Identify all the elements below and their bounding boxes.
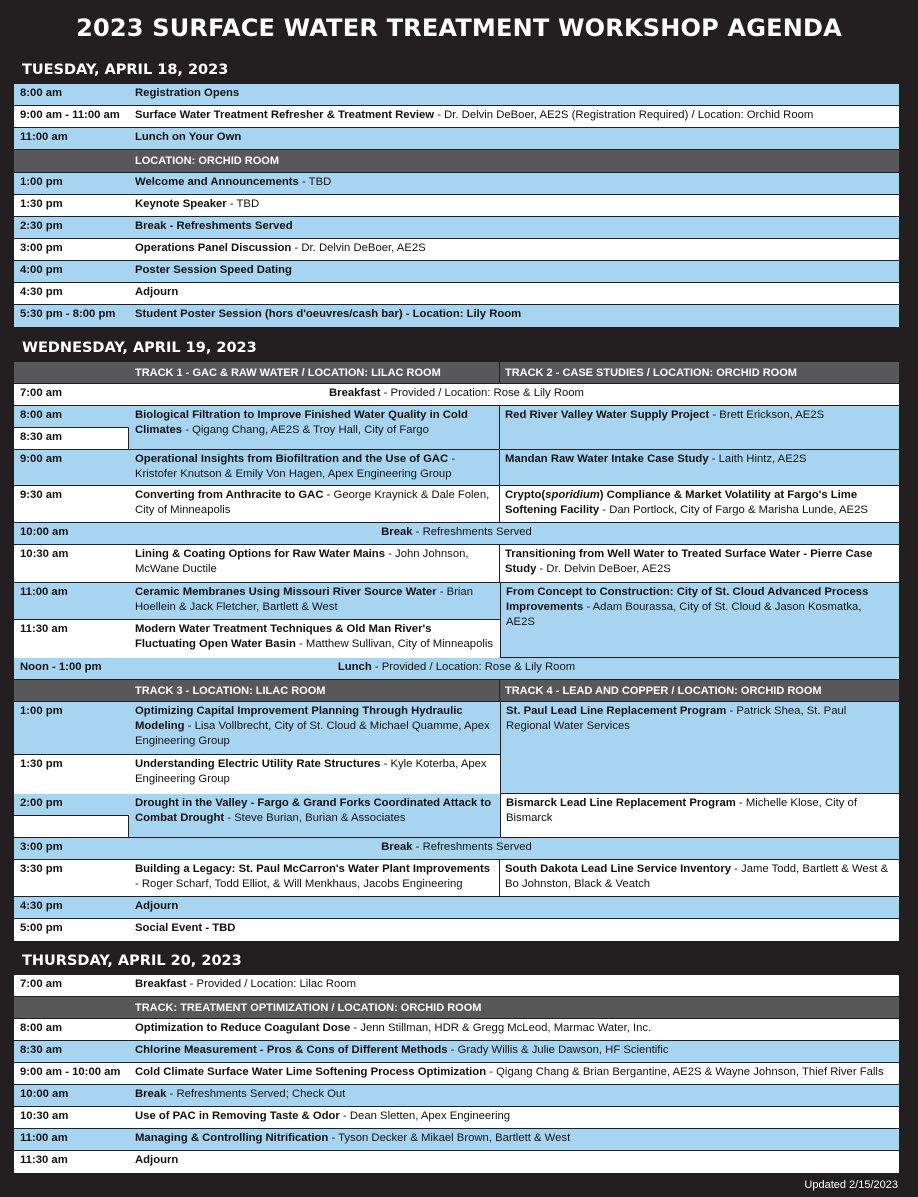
table-row: 10:30 am Lining & Coating Options for Raw Water Mains - John Johnson, McWane Ductile Transitioning from Well Water to Treated Surface Water - Pierre Case Study - Dr. Delvin DeBoer, AE2S (14, 545, 899, 583)
table-row: 10:00 am Break - Refreshments Served (14, 523, 899, 545)
table-row: 2:00 pm Drought in the Valley - Fargo & Grand Forks Coordinated Attack to Combat Drought - Steve Burian, Burian & Associates Bismarck Lead Line Replacement Program - Michelle Klose, City of Bismarck (14, 794, 899, 838)
thursday-table (14, 975, 899, 1173)
table-row: 5:30 pm - 8:00 pm Student Poster Session (hors d'oeuvres/cash bar) - Location: Lily Room (14, 305, 899, 327)
table-row: 1:00 pm Welcome and Announcements - TBD (14, 173, 899, 195)
table-row: 9:30 am Converting from Anthracite to GAC - George Kraynick & Dale Folen, City of Minneapolis Crypto(sporidium) Compliance & Market Volatility at Fargo's Lime Softening Facility - Dan Portlock, City of Fargo & Marisha Lunde, AE2S (14, 486, 899, 523)
table-row: 8:00 am 8:30 am Biological Filtration to Improve Finished Water Quality in Cold Climates - Qigang Chang, AE2S & Troy Hall, City of Fargo Red River Valley Water Supply Project - Brett Erickson, AE2S (14, 406, 899, 450)
table-row: 3:00 pm Break - Refreshments Served (14, 838, 899, 860)
table-row: 10:30 am Use of PAC in Removing Taste & Odor - Dean Sletten, Apex Engineering (14, 1107, 899, 1129)
table-row: 11:30 am Modern Water Treatment Techniques & Old Man River's Fluctuating Open Water Basin - Matthew Sullivan, City of Minneapolis (14, 620, 500, 658)
day-heading-wednesday: WEDNESDAY, APRIL 19, 2023 (22, 340, 257, 356)
track-header: TRACK: TREATMENT OPTIMIZATION / LOCATION: ORCHID ROOM (14, 997, 899, 1019)
table-row: 11:00 am Ceramic Membranes Using Missouri River Source Water - Brian Hoellein & Jack Fletcher, Bartlett & West (14, 583, 899, 620)
table-row: 2:30 pm Break - Refreshments Served (14, 217, 899, 239)
wednesday-table: TRACK 1 - GAC & RAW WATER / LOCATION: LILAC ROOM TRACK 2 - CASE STUDIES / LOCATION: ORCHID ROOM 7:00 am Breakfast - Provided / Location: Rose & Lily Room 8:00 am 8:30 am Biological Filtration to Improve Finished Water Quality in Cold Climates - Qigang Chang, AE2S & Troy Hall, City of Fargo Red River Valley Water Supply Project - Brett Erickson, AE2S 9:00 am Operational Insights from Biofiltration and the Use of GAC - Kristofer Knutson & Emily Von Hagen, Apex Engineering Group Mandan Raw Water Intake Case Study - Laith Hintz, AE2S 9:30 am Converting from Anthracite to GAC - George Kraynick & Dale Folen, City of Minneapolis Crypto(sporidium) Compliance & Market Volatility at Fargo's Lime Softening Facility - Dan Portlock, City of Fargo & Marisha Lunde, AE2S 10:00 am Break - Refreshments Served 10:30 am Lining & Coating Options for Raw Water Mains - John Johnson, McWane Ductile Transitioning from Well Water to Treated Surface Water - Pierre Case Study - Dr. Delvin DeBoer, AE2S 11:00 am Ceramic Membranes Using Missouri River Source Water - Brian Hoellein & Jack Fletcher, Bartlett & West 11:30 am Modern Water Treatment Techniques & Old Man River's Fluctuating Open Water Basin - Matthew Sullivan, City of Minneapolis From Concept to Construction: City of St. Cloud Advanced Process Improvements - Adam Bourassa, City of St. Cloud & Jason Kosmatka, AE2S Noon - 1:00 pm Lunch - Provided / Location: Rose & Lily Room TRACK 3 - LOCATION: LILAC ROOM TRACK 4 - LEAD AND COPPER / LOCATION: ORCHID ROOM 1:00 pm Optimizing Capital Improvement Planning Through Hydraulic Modeling - Lisa Vollbrecht, City of St. Cloud & Michael Quamme, Apex Engineering Group 1:30 pm Understanding Electric Utility Rate Structures - Kyle Koterba, Apex Engineering Group St. Paul Lead Line Replacement Program - Patrick Shea, St. Paul Regional Water Services 2:00 pm Drought in the Valley - Fargo & Grand Forks Coordinated Attack to Combat Drought - Steve Burian, Burian & Associates Bismarck Lead Line Replacement Program - Michelle Klose, City of Bismarck 3:00 pm Break - Refreshments Served 3:30 pm Building a Legacy: St. Paul McCarron's Water Plant Improvements - Roger Scharf, Todd Elliot, & Will Menkhaus, Jacobs Engineering South Dakota Lead Line Service Inventory - Jame Todd, Bartlett & West & Bo Johnston, Black & Veatch 4:30 pm Adjourn 5:00 pm Social Event - TBD (14, 362, 899, 941)
table-row: 1:30 pm Understanding Electric Utility Rate Structures - Kyle Koterba, Apex Engineering Group (14, 755, 500, 794)
table-row: 7:00 am Breakfast - Provided / Location: Lilac Room (14, 975, 899, 997)
table-row: 3:30 pm Building a Legacy: St. Paul McCarron's Water Plant Improvements - Roger Scharf, Todd Elliot, & Will Menkhaus, Jacobs Engineering South Dakota Lead Line Service Inventory - Jame Todd, Bartlett & West & Bo Johnston, Black & Veatch (14, 860, 899, 897)
table-row: 8:00 am Registration Opens (14, 84, 899, 106)
table-row: 5:00 pm Social Event - TBD (14, 919, 899, 941)
table-row: 4:30 pm Adjourn (14, 897, 899, 919)
table-row: 10:00 am Break - Refreshments Served; Check Out (14, 1085, 899, 1107)
table-row: 9:00 am - 11:00 am Surface Water Treatment Refresher & Treatment Review - Dr. Delvin DeBoer, AE2S (Registration Required) / Location: Orchid Room (14, 106, 899, 128)
track-header: TRACK 1 - GAC & RAW WATER / LOCATION: LILAC ROOM TRACK 2 - CASE STUDIES / LOCATION: ORCHID ROOM (14, 362, 899, 384)
table-row: 7:00 am Breakfast - Provided / Location: Rose & Lily Room (14, 384, 899, 406)
table-row: 11:00 am Lunch on Your Own (14, 128, 899, 150)
table-row: 8:00 am Optimization to Reduce Coagulant Dose - Jenn Stillman, HDR & Gregg McLeod, Marmac Water, Inc. (14, 1019, 899, 1041)
page-title: 2023 SURFACE WATER TREATMENT WORKSHOP AGENDA (76, 14, 842, 42)
updated-date: Updated 2/15/2023 (804, 1179, 898, 1191)
track-header: TRACK 3 - LOCATION: LILAC ROOM TRACK 4 - LEAD AND COPPER / LOCATION: ORCHID ROOM (14, 680, 899, 702)
table-row: Noon - 1:00 pm Lunch - Provided / Location: Rose & Lily Room (14, 658, 899, 680)
table-row: 4:00 pm Poster Session Speed Dating (14, 261, 899, 283)
table-row: 8:30 am Chlorine Measurement - Pros & Cons of Different Methods - Grady Willis & Julie Dawson, HF Scientific (14, 1041, 899, 1063)
location-header: LOCATION: ORCHID ROOM (14, 150, 899, 173)
table-row: 3:00 pm Operations Panel Discussion - Dr. Delvin DeBoer, AE2S (14, 239, 899, 261)
table-row: 11:30 am Adjourn (14, 1151, 899, 1173)
table-row: 1:30 pm Keynote Speaker - TBD (14, 195, 899, 217)
table-row: 4:30 pm Adjourn (14, 283, 899, 305)
table-row: 9:00 am - 10:00 am Cold Climate Surface Water Lime Softening Process Optimization - Qigang Chang & Brian Bergantine, AE2S & Wayne Johnson, Thief River Falls (14, 1063, 899, 1085)
tuesday-table (14, 84, 899, 327)
table-row: 1:00 pm Optimizing Capital Improvement Planning Through Hydraulic Modeling - Lisa Vollbrecht, City of St. Cloud & Michael Quamme, Apex Engineering Group (14, 702, 899, 755)
table-row: 9:00 am Operational Insights from Biofiltration and the Use of GAC - Kristofer Knutson & Emily Von Hagen, Apex Engineering Group Mandan Raw Water Intake Case Study - Laith Hintz, AE2S (14, 450, 899, 486)
day-heading-thursday: THURSDAY, APRIL 20, 2023 (22, 953, 242, 969)
table-row: 11:00 am Managing & Controlling Nitrification - Tyson Decker & Mikael Brown, Bartlett & West (14, 1129, 899, 1151)
day-heading-tuesday: TUESDAY, APRIL 18, 2023 (22, 62, 229, 78)
